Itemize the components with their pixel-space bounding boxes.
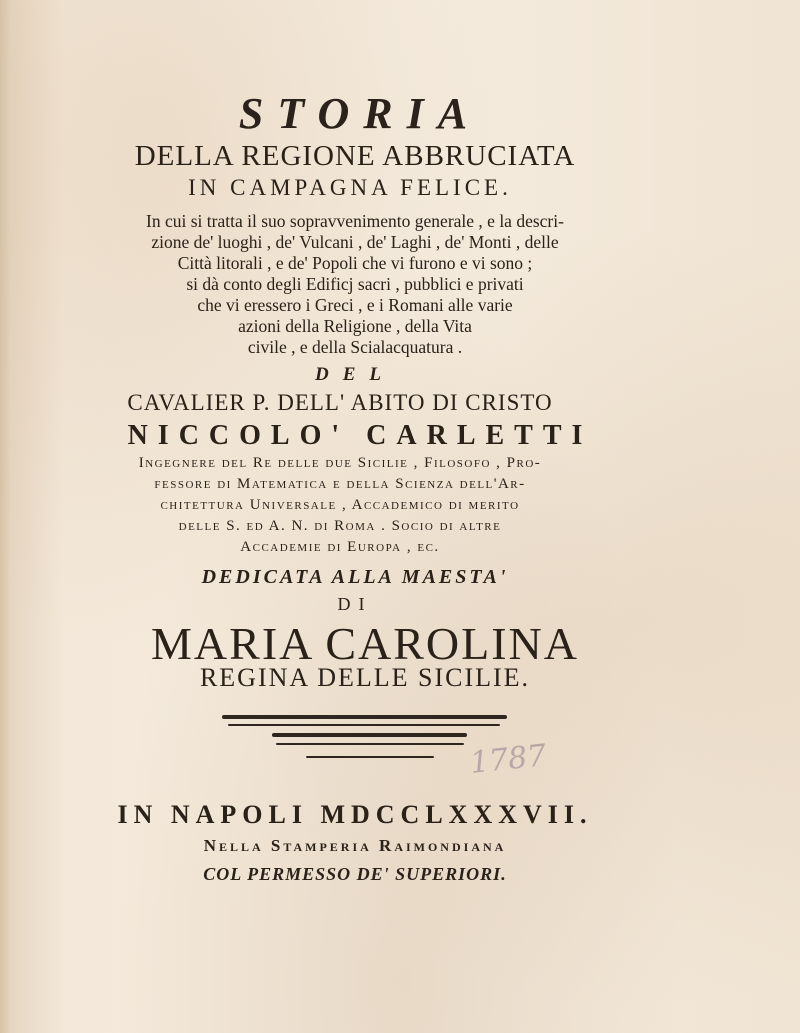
dedication: DEDICATA ALLA MAESTA' bbox=[201, 566, 509, 588]
ornamental-rule bbox=[272, 733, 467, 737]
ornamental-rule bbox=[222, 715, 507, 719]
description-line: zione de' luoghi , de' Vulcani , de' Laghi , de' Monti , delle bbox=[151, 232, 559, 252]
description-line: Città litorali , e de' Popoli che vi furono e vi sono ; bbox=[177, 253, 533, 273]
imprint-press: Nella Stamperia Raimondiana bbox=[203, 836, 507, 855]
description-line: si dà conto degli Edificj sacri , pubblici e privati bbox=[186, 274, 524, 294]
imprint-permission: COL PERMESSO DE' SUPERIORI. bbox=[203, 864, 507, 884]
ornamental-rule bbox=[276, 743, 464, 745]
imprint-city-date: IN NAPOLI MDCCLXXXVII. bbox=[117, 800, 593, 829]
book-title: STORIA bbox=[238, 89, 482, 138]
author-name: NICCOLO' CARLETTI bbox=[127, 420, 593, 451]
del-label: DEL bbox=[315, 364, 395, 385]
credential-line: fessore di Matematica e della Scienza dell'Ar- bbox=[154, 476, 526, 492]
dedicatee-title: REGINA DELLE SICILIE. bbox=[199, 663, 531, 692]
description-line: In cui si tratta il suo sopravvenimento generale , e la descri- bbox=[146, 211, 564, 231]
description-line: che vi eressero i Greci , e i Romani alle varie bbox=[197, 295, 513, 315]
credential-line: Accademie di Europa , ec. bbox=[240, 539, 440, 555]
credential-line: Ingegnere del Re delle due Sicilie , Filosofo , Pro- bbox=[138, 455, 542, 471]
book-subtitle-1: DELLA REGIONE ABBRUCIATA bbox=[134, 140, 576, 172]
description-line: azioni della Religione , della Vita bbox=[238, 316, 472, 336]
description-line: civile , e della Scialacquatura . bbox=[247, 337, 463, 357]
di-label: DI bbox=[337, 594, 373, 614]
handwritten-year: 1787 bbox=[468, 738, 548, 781]
dedicatee-name: MARIA CAROLINA bbox=[151, 618, 579, 669]
credential-line: chitettura Universale , Accademico di merito bbox=[160, 497, 520, 513]
ornamental-rule bbox=[228, 724, 500, 726]
credential-line: delle S. ed A. N. di Roma . Socio di altre bbox=[178, 518, 502, 534]
author-title: CAVALIER P. DELL' ABITO DI CRISTO bbox=[127, 390, 553, 415]
book-subtitle-2: IN CAMPAGNA FELICE. bbox=[188, 175, 512, 200]
ornamental-rule bbox=[306, 756, 434, 758]
